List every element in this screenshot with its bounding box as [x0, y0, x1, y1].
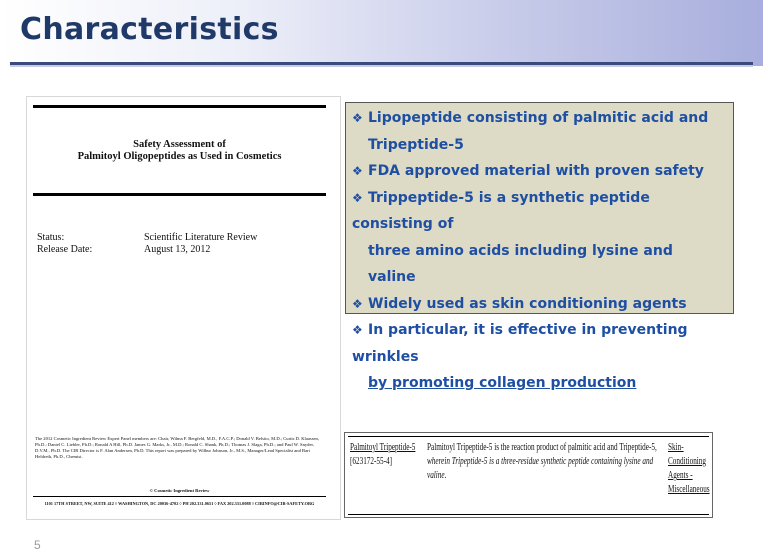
ingredient-table-image	[344, 432, 713, 518]
org-address: 1101 17TH STREET, NW, SUITE 412 ◊ WASHINGTON, DC 20036-4702 ◊ PH 202.331.0651 ◊ FAX 202.331.0088 ◊ CIRINFO@CIR-SAFETY.ORG	[44, 501, 315, 506]
diamond-bullet-icon: ❖	[352, 164, 363, 178]
table-top-rule	[348, 436, 709, 437]
expert-panel-text: The 2012 Cosmetic Ingredient Review Expert Panel members are: Chair, Wilma F. Bergfeld, M.D., F.A.C.P.; Donald V. Belsito, M.D.; Curtis D. Klaassen, Ph.D.; Daniel C. Liebler, Ph.D.; Ronald A Hill, Ph.D. James G. Marks, Jr., M.D.; Ronald C. Shank, Ph.D.; Thomas J. Slaga, Ph.D.; and Paul W. Snyder, D.V.M., Ph.D. The CIR Director is F. Alan Andersen, Ph.D. This report was prepared by Wilbur Johnson, Jr., M.S., Manager/Lead Specialist and Bart Heldreth, Ph.D., Chemist.	[35, 436, 319, 459]
ingredient-definition-line1: Palmitoyl Tripeptide-5 is the reaction product of palmitic acid and Tripeptide-5,	[427, 442, 657, 453]
ingredient-cas: [623172-55-4]	[350, 456, 392, 467]
characteristic-item: ❖ In particular, it is effective in preventing wrinkles	[352, 317, 725, 370]
characteristics-box	[345, 102, 734, 391]
diamond-bullet-icon: ❖	[352, 323, 363, 337]
slide-title: Characteristics	[20, 12, 279, 47]
ingredient-name: Palmitoyl Tripeptide-5	[350, 442, 416, 453]
report-meta	[37, 232, 257, 256]
report-heading-line1: Safety Assessment of	[133, 139, 226, 150]
ingredient-definition-line2: wherein Tripeptide-5 is a three-residue synthetic peptide containing lysine and valine.	[427, 456, 654, 481]
release-date-label: Release Date:	[37, 244, 93, 255]
report-cover-image	[26, 96, 341, 520]
status-label: Status:	[37, 232, 65, 243]
page-number: 5	[34, 538, 41, 552]
characteristic-item-continued: three amino acids including lysine and valine	[368, 242, 673, 285]
org-name: © Cosmetic Ingredient Review	[149, 488, 210, 493]
characteristic-item-continued: by promoting collagen production	[368, 375, 637, 391]
characteristic-item: ❖ Trippeptide-5 is a synthetic peptide consisting of	[352, 185, 725, 238]
diamond-bullet-icon: ❖	[352, 190, 363, 205]
diamond-bullet-icon: ❖	[352, 296, 363, 311]
characteristic-item: ❖ Lipopeptide consisting of palmitic acid and	[352, 105, 725, 132]
status-value: Scientific Literature Review	[144, 232, 258, 243]
report-heading	[33, 139, 326, 163]
report-heading-line2: Palmitoyl Oligopeptides as Used in Cosmetics	[77, 151, 282, 162]
release-date-value: August 13, 2012	[144, 244, 211, 255]
characteristic-item-continued: Tripeptide-5	[368, 136, 464, 153]
ingredient-definition-cell	[427, 441, 665, 483]
cover-mid-rule	[33, 193, 326, 196]
ingredient-name-cell	[350, 441, 415, 469]
title-bar	[0, 0, 763, 66]
ingredient-function-cell: Skin- Conditioning Agents - Miscellaneous	[668, 442, 710, 495]
cover-bottom-rule	[33, 496, 326, 497]
table-bottom-rule	[348, 514, 709, 515]
cover-top-rule	[33, 105, 326, 108]
characteristic-item: ❖ FDA approved material with proven safety	[352, 158, 725, 185]
diamond-bullet-icon: ❖	[352, 111, 363, 125]
title-rule-shadow	[10, 65, 753, 67]
characteristic-item: ❖ Widely used as skin conditioning agents	[352, 291, 725, 318]
